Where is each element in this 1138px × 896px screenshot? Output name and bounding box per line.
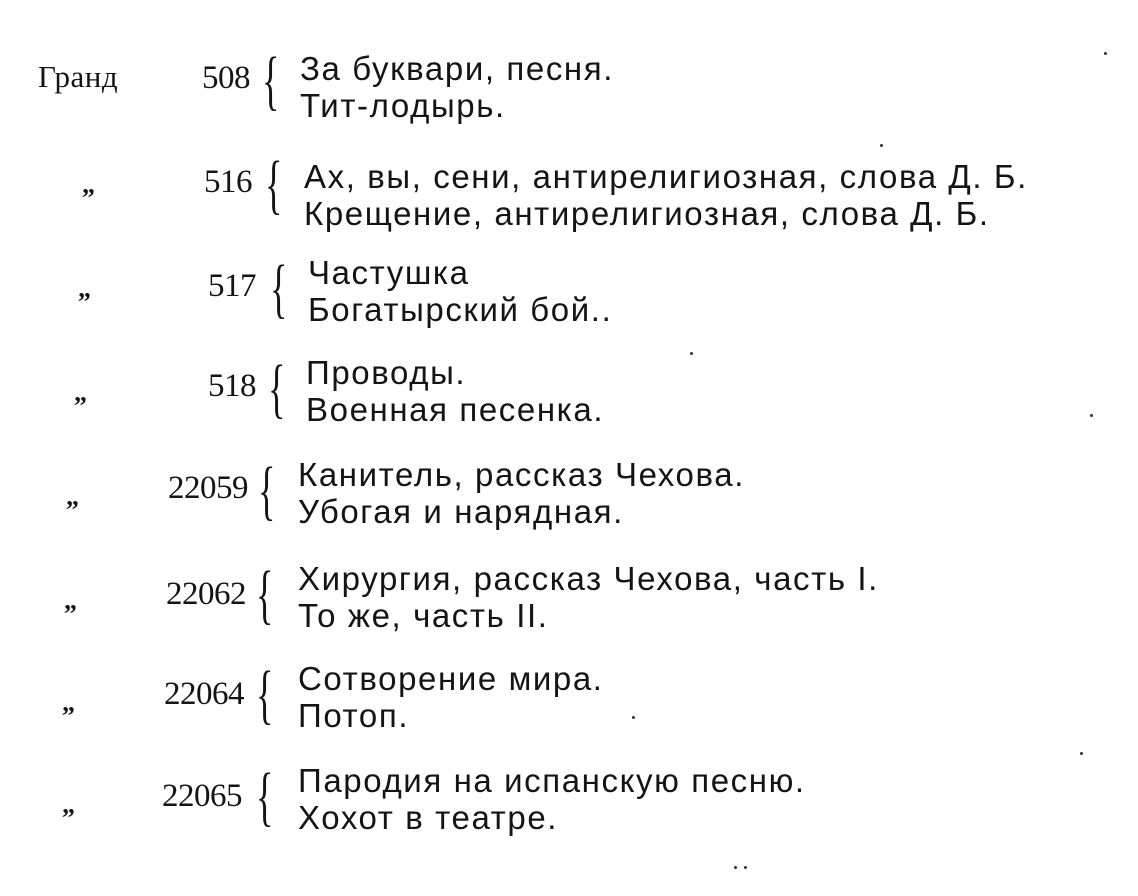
catalog-entry — [0, 758, 1138, 838]
brace-icon: { — [265, 148, 283, 221]
title-side-a: Частушка — [308, 254, 470, 291]
record-titles — [298, 762, 806, 836]
print-speck — [690, 352, 693, 355]
record-number: 516 — [204, 164, 252, 200]
record-titles — [306, 354, 604, 428]
catalog-entry — [0, 452, 1138, 532]
record-number: 22059 — [168, 470, 248, 506]
print-speck — [1080, 752, 1083, 755]
brace-icon: { — [256, 658, 274, 731]
print-speck — [1104, 52, 1107, 55]
title-side-b: Крещение, антирелигиозная, слова Д. Б. — [304, 195, 990, 232]
publisher-label: Гранд — [38, 59, 119, 94]
brace-icon: { — [256, 760, 274, 833]
title-side-a: Проводы. — [306, 354, 467, 391]
record-number: 22065 — [162, 778, 242, 814]
record-titles — [298, 660, 604, 734]
catalog-entry — [0, 150, 1138, 230]
record-titles — [308, 254, 612, 328]
record-titles — [304, 158, 1028, 232]
catalog-entry — [0, 556, 1138, 636]
title-side-a: Пародия на испанскую песню. — [298, 762, 806, 799]
ditto-mark: „ — [62, 790, 76, 819]
catalog-entry — [0, 350, 1138, 430]
record-number: 508 — [202, 60, 250, 96]
ditto-mark: „ — [82, 170, 96, 199]
record-titles — [300, 50, 614, 124]
title-side-a: Ах, вы, сени, антирелигиозная, слова Д. Б. — [304, 158, 1028, 195]
title-side-b: Убогая и нарядная. — [298, 493, 624, 530]
title-side-a: Канитель, рассказ Чехова. — [298, 456, 745, 493]
record-number: 518 — [208, 368, 256, 404]
brace-icon: { — [268, 352, 286, 425]
print-speck — [632, 716, 635, 719]
record-number: 517 — [208, 268, 256, 304]
brace-icon: { — [258, 454, 276, 527]
ditto-mark: „ — [78, 274, 92, 303]
title-side-b: Военная песенка. — [306, 391, 605, 428]
catalog-entry — [0, 656, 1138, 736]
title-side-b: Богатырский бой.. — [308, 291, 613, 328]
record-titles — [298, 456, 745, 530]
brace-icon: { — [270, 252, 288, 325]
record-titles — [298, 560, 879, 634]
print-speck — [1090, 414, 1093, 417]
record-number: 22062 — [166, 576, 246, 612]
catalog-entry — [0, 44, 1138, 128]
record-number: 22064 — [164, 676, 244, 712]
ditto-mark: „ — [64, 586, 78, 615]
title-side-a: Хирургия, рассказ Чехова, часть I. — [298, 560, 879, 597]
print-speck — [880, 144, 883, 147]
catalog-entry — [0, 250, 1138, 330]
ditto-mark: „ — [62, 688, 76, 717]
ditto-mark: „ — [66, 482, 80, 511]
title-side-b: Тит-лодырь. — [300, 87, 506, 124]
title-side-a: За буквари, песня. — [300, 50, 614, 87]
print-speck — [734, 866, 737, 869]
print-speck — [744, 866, 747, 869]
ditto-mark: „ — [74, 378, 88, 407]
brace-icon: { — [262, 44, 280, 117]
title-side-a: Сотворение мира. — [298, 660, 604, 697]
title-side-b: Потоп. — [298, 697, 410, 734]
brace-icon: { — [256, 558, 274, 631]
title-side-b: Хохот в театре. — [298, 799, 559, 836]
title-side-b: То же, часть II. — [298, 597, 549, 634]
